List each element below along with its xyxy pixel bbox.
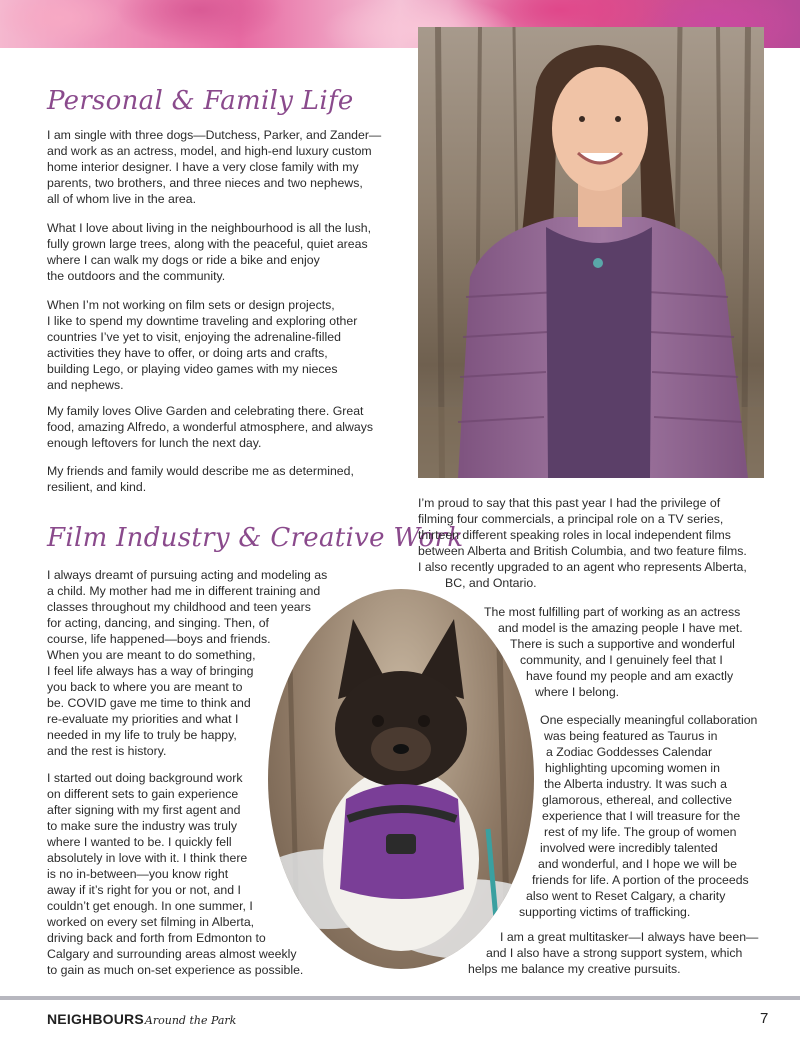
personal-paragraph-4: My family loves Olive Garden and celebrating there. Great food, amazing Alfredo, a wonderful atmosphere, and always enough leftovers for lunch the next day. (47, 404, 374, 450)
film-left-paragraph-2: I started out doing background work on different sets to gain experience after signing with my first agent and to make sure the industry was truly where I wanted to be. I quickly fell absolutely in love with it. I think there is no in-between—you know right away if it’s right for you or not, and I couldn’t get enough. In one summer, I worked on every set filming in Alberta, driving back and forth from Edmonton to Calgary and surrounding areas almost weekly to gain as much on-set experience as possible. (47, 771, 304, 977)
brand-main: NEIGHBOURS (47, 1011, 144, 1027)
heading-personal-family-life: Personal & Family Life (47, 86, 354, 116)
page-number: 7 (760, 1010, 769, 1027)
personal-paragraph-3: When I’m not working on film sets or design projects, I like to spend my downtime traveling and exploring other countries I’ve yet to visit, enjoying the adrenaline-filled activities they have to offer, or doing arts and crafts, building Lego, or playing video games with my nieces and nephews. (47, 298, 358, 392)
personal-paragraph-1: I am single with three dogs—Dutchess, Parker, and Zander— and work as an actress, model, and high-end luxury custom home interior designer. I have a very close family with my parents, two brothers, and three nieces and two nephews, all of whom live in the area. (47, 128, 382, 206)
footer-rule (0, 996, 800, 1000)
portrait-illustration (418, 27, 764, 478)
film-left-paragraph-1: I always dreamt of pursuing acting and modeling as a child. My mother had me in different training and classes throughout my childhood and teen years for acting, dancing, and singing. Then, of course, life happened—boys and friends. When you are meant to do something, I feel life always has a way of bringing you back to where you are meant to be. COVID gave me time to think and re-evaluate my priorities and what I needed in my life to truly be happy, and the rest is history. (47, 568, 328, 758)
heading-film-industry: Film Industry & Creative Work (47, 523, 464, 553)
film-right-paragraph-4: I am a great multitasker—I always have been— and I also have a strong support system, which helps me balance my creative pursuits. (468, 930, 759, 976)
film-right-paragraph-2: The most fulfilling part of working as an actress and model is the amazing people I have met. There is such a supportive and wonderful community, and I genuinely feel that I have found my people and am exactly where I belong. (484, 605, 743, 699)
personal-paragraph-2: What I love about living in the neighbourhood is all the lush, fully grown large trees, along with the peaceful, quiet areas where I can walk my dogs or ride a bike and enjoy the outdoors and the community. (47, 221, 372, 283)
film-right-paragraph-1: I’m proud to say that this past year I had the privilege of filming four commercials, a principal role on a TV series, thirteen different speaking roles in local independent films between Alberta and British Columbia, and two feature films. I also recently upgraded to an agent who represents Alberta, BC, and Ontario. (418, 496, 747, 590)
personal-paragraph-5: My friends and family would describe me as determined, resilient, and kind. (47, 464, 354, 494)
film-right-paragraph-3: One especially meaningful collaboration was being featured as Taurus in a Zodiac Goddesses Calendar highlighting upcoming women in the Alberta industry. It was such a glamorous, ethereal, and collective experience that I will treasure for the rest of my life. The group of women involved were incredibly talented and wonderful, and I hope we will be friends for life. A portion of the proceeds also went to Reset Calgary, a charity supporting victims of trafficking. (519, 713, 758, 919)
portrait-photo (418, 27, 764, 478)
brand-sub: Around the Park (144, 1014, 237, 1027)
footer-brand (47, 1011, 236, 1027)
